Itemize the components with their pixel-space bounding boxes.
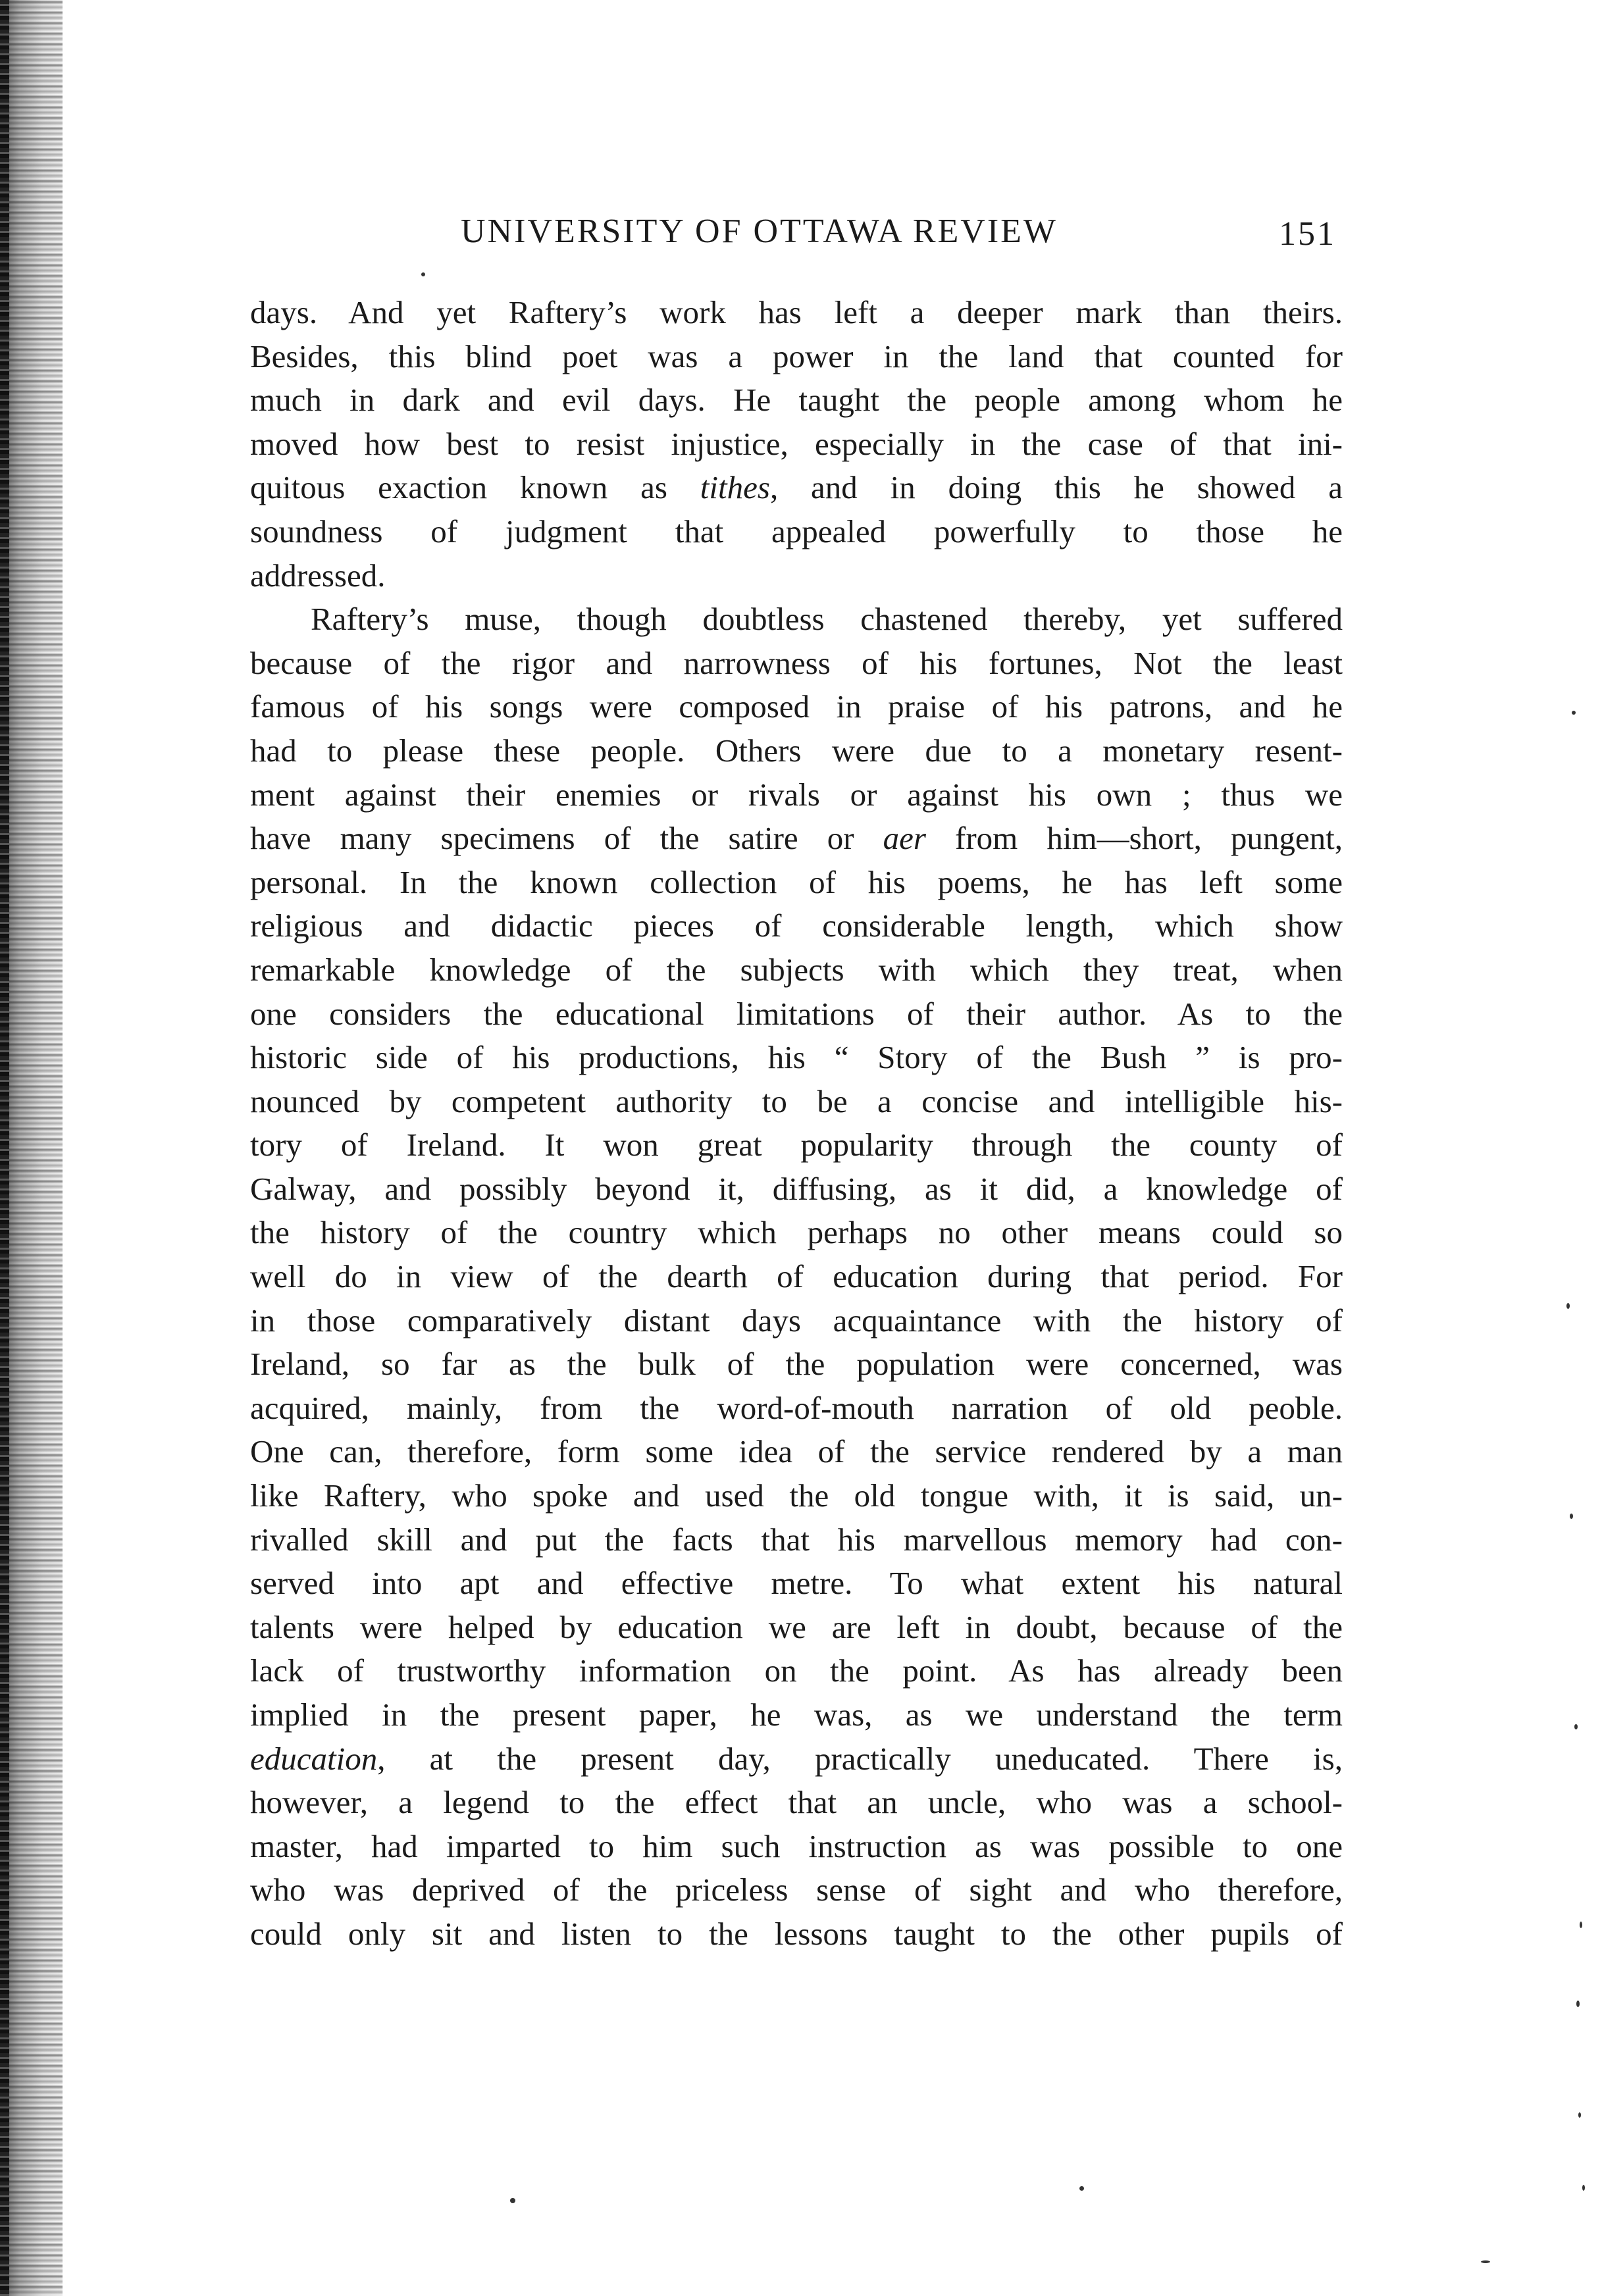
scan-speck xyxy=(1481,2260,1490,2263)
paragraph-first-line: Raftery’s muse, though doubtless chastened thereby, yet suffered xyxy=(311,601,1343,638)
scan-speck xyxy=(1578,2112,1581,2118)
text-line: education, at the present day, practically uneducated. There is, xyxy=(250,1740,1343,1777)
binding-edge-strip xyxy=(0,0,9,2296)
scan-speck xyxy=(1570,1514,1573,1519)
scan-speck xyxy=(1574,1724,1578,1729)
text-line: nounced by competent authority to be a concise and intelligible his- xyxy=(250,1083,1343,1119)
text-line: Ireland, so far as the bulk of the population were concerned, was xyxy=(250,1346,1343,1383)
running-title: UNIVERSITY OF OTTAWA REVIEW xyxy=(461,213,1058,250)
text-line: Besides, this blind poet was a power in the land that counted for xyxy=(250,338,1343,374)
text-line: ment against their enemies or rivals or against his own ; thus we xyxy=(250,776,1343,813)
text-line: tory of Ireland. It won great popularity through the county of xyxy=(250,1127,1343,1163)
scan-speck xyxy=(421,272,425,276)
text-line: who was deprived of the priceless sense of sight and who therefore, xyxy=(250,1872,1343,1908)
text-line: rivalled skill and put the facts that his marvellous memory had con- xyxy=(250,1521,1343,1558)
text-line: moved how best to resist injustice, especially in the case of that ini- xyxy=(250,425,1343,462)
text-line: however, a legend to the effect that an uncle, who was a school- xyxy=(250,1784,1343,1821)
scan-speck xyxy=(1576,2001,1580,2007)
scan-speck xyxy=(1079,2186,1084,2191)
text-line: much in dark and evil days. He taught the people among whom he xyxy=(250,382,1343,419)
text-line: had to please these people. Others were due to a monetary resent- xyxy=(250,732,1343,769)
text-line: in those comparatively distant days acquaintance with the history of xyxy=(250,1302,1343,1339)
binding-edge-shadow xyxy=(0,0,63,2296)
text-line: religious and didactic pieces of considerable length, which show xyxy=(250,907,1343,944)
scan-speck xyxy=(1572,711,1576,715)
text-line: lack of trustworthy information on the point. As has already been xyxy=(250,1652,1343,1689)
text-line: like Raftery, who spoke and used the old tongue with, it is said, un- xyxy=(250,1477,1343,1514)
text-line: one considers the educational limitations of their author. As to the xyxy=(250,995,1343,1032)
running-head xyxy=(250,212,1336,265)
text-line: Galway, and possibly beyond it, diffusing, as it did, a knowledge of xyxy=(250,1170,1343,1207)
scan-speck xyxy=(1566,1303,1570,1309)
text-line: famous of his songs were composed in praise of his patrons, and he xyxy=(250,688,1343,725)
page-number: 151 xyxy=(1279,215,1336,253)
text-line: master, had imparted to him such instruction as was possible to one xyxy=(250,1827,1343,1864)
italic-word: aer xyxy=(883,820,926,857)
text-line: implied in the present paper, he was, as we understand the term xyxy=(250,1696,1343,1733)
text-line: historic side of his productions, his “ Story of the Bush ” is pro- xyxy=(250,1039,1343,1076)
text-line: served into apt and effective metre. To what extent his natural xyxy=(250,1565,1343,1602)
text-line: talents were helped by education we are left in doubt, because of the xyxy=(250,1608,1343,1645)
italic-word: education xyxy=(250,1740,378,1777)
text-line: could only sit and listen to the lessons taught to the other pupils of xyxy=(250,1915,1343,1952)
text-line: personal. In the known collection of his poems, he has left some xyxy=(250,863,1343,900)
text-line: quitous exaction known as tithes, and in doing this he showed a xyxy=(250,469,1343,506)
text-line: soundness of judgment that appealed powerfully to those he xyxy=(250,513,1343,549)
text-line: well do in view of the dearth of education during that period. For xyxy=(250,1258,1343,1295)
text-line: One can, therefore, form some idea of the service rendered by a man xyxy=(250,1433,1343,1470)
text-line: addressed. xyxy=(250,557,386,594)
scan-speck xyxy=(510,2198,515,2203)
text-line: acquired, mainly, from the word-of-mouth narration of old peoble. xyxy=(250,1389,1343,1426)
body-text xyxy=(250,291,1343,1956)
scan-speck xyxy=(1580,1922,1582,1928)
text-line: remarkable knowledge of the subjects with which they treat, when xyxy=(250,951,1343,988)
italic-word: tithes xyxy=(700,469,770,506)
text-line: have many specimens of the satire or aer from him—short, pungent, xyxy=(250,820,1343,857)
text-line: days. And yet Raftery’s work has left a deeper mark than theirs. xyxy=(250,294,1343,330)
text-line: the history of the country which perhaps no other means could so xyxy=(250,1214,1343,1251)
text-line: because of the rigor and narrowness of his fortunes, Not the least xyxy=(250,644,1343,681)
scan-speck xyxy=(1582,2185,1585,2191)
